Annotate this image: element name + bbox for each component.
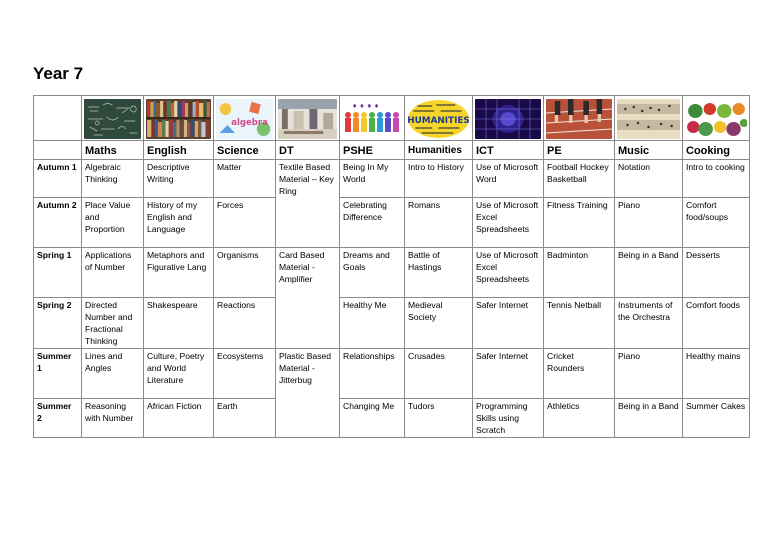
ict-cell: Programming Skills using Scratch (473, 399, 544, 438)
pe-cell: Tennis Netball (544, 298, 615, 349)
header-cooking: Cooking (683, 141, 750, 160)
pshe-cell: Dreams and Goals (340, 248, 405, 298)
term-label: Autumn 1 (34, 160, 82, 198)
vegetables-image (685, 99, 747, 139)
music-cell: Piano (615, 198, 683, 248)
pshe-cell: Celebrating Difference (340, 198, 405, 248)
humanities-image-label: HUMANITIES (407, 116, 470, 126)
ict-cell: Use of Microsoft Excel Spreadsheets (473, 198, 544, 248)
ict-image-cell (473, 96, 544, 141)
table-row-summer-2 (34, 399, 750, 438)
cooking-cell: Intro to cooking (683, 160, 750, 198)
maths-cell: Applications of Number (82, 248, 144, 298)
pshe-cell: Relationships (340, 349, 405, 399)
running-track-image (546, 99, 612, 139)
term-label: Spring 2 (34, 298, 82, 349)
english-cell: African Fiction (144, 399, 214, 438)
maths-cell: Directed Number and Fractional Thinking (82, 298, 144, 349)
pe-cell: Football Hockey Basketball (544, 160, 615, 198)
cooking-cell: Summer Cakes (683, 399, 750, 438)
bookshelf-image (146, 99, 211, 139)
ict-cell: Safer Internet (473, 298, 544, 349)
science-image-label: algebra (231, 117, 268, 129)
header-dt: DT (276, 141, 340, 160)
header-maths: Maths (82, 141, 144, 160)
workshop-image (278, 99, 337, 139)
science-cell: Ecosystems (214, 349, 276, 399)
humanities-cell: Tudors (405, 399, 473, 438)
subject-header-row (34, 141, 750, 160)
pshe-cell: Healthy Me (340, 298, 405, 349)
science-cell: Matter (214, 160, 276, 198)
header-music: Music (615, 141, 683, 160)
digital-image (475, 99, 541, 139)
dt-image-cell (276, 96, 340, 141)
dt-cell: Textile Based Material – Key Ring (276, 160, 340, 248)
term-label: Summer 2 (34, 399, 82, 438)
header-science: Science (214, 141, 276, 160)
ict-cell: Safer Internet (473, 349, 544, 399)
dt-cell: Card Based Material - Amplifier (276, 248, 340, 349)
pe-cell: Fitness Training (544, 198, 615, 248)
cooking-cell: Healthy mains (683, 349, 750, 399)
dt-cell: Plastic Based Material - Jitterbug (276, 349, 340, 438)
page-title: Year 7 (33, 64, 84, 83)
english-cell: Shakespeare (144, 298, 214, 349)
music-cell: Piano (615, 349, 683, 399)
term-label: Autumn 2 (34, 198, 82, 248)
english-cell: Metaphors and Figurative Lang (144, 248, 214, 298)
pshe-image-cell (340, 96, 405, 141)
sheet-music-image (617, 99, 680, 139)
ict-cell: Use of Microsoft Word (473, 160, 544, 198)
header-humanities: Humanities (405, 141, 473, 160)
cooking-image-cell (683, 96, 750, 141)
maths-cell: Algebraic Thinking (82, 160, 144, 198)
music-image-cell (615, 96, 683, 141)
header-english: English (144, 141, 214, 160)
music-cell: Being in a Band (615, 399, 683, 438)
ict-cell: Use of Microsoft Excel Spreadsheets (473, 248, 544, 298)
science-cell: Forces (214, 198, 276, 248)
pe-cell: Athletics (544, 399, 615, 438)
table-row-autumn-1 (34, 160, 750, 198)
table-row-autumn-2 (34, 198, 750, 248)
pshe-cell: Changing Me (340, 399, 405, 438)
svg-text:♦ ♦ ♦ ♦: ♦ ♦ ♦ ♦ (352, 103, 380, 110)
cooking-cell: Comfort food/soups (683, 198, 750, 248)
music-cell: Notation (615, 160, 683, 198)
pe-image-cell (544, 96, 615, 141)
pe-cell: Cricket Rounders (544, 349, 615, 399)
humanities-cell: Intro to History (405, 160, 473, 198)
music-cell: Being in a Band (615, 248, 683, 298)
cooking-cell: Comfort foods (683, 298, 750, 349)
humanities-cell: Medieval Society (405, 298, 473, 349)
humanities-image (407, 99, 470, 139)
english-image-cell (144, 96, 214, 141)
maths-cell: Reasoning with Number (82, 399, 144, 438)
science-image-cell (214, 96, 276, 141)
english-cell: Culture, Poetry and World Literature (144, 349, 214, 399)
music-cell: Instruments of the Orchestra (615, 298, 683, 349)
image-row (34, 96, 750, 141)
humanities-cell: Romans (405, 198, 473, 248)
english-cell: Descriptive Writing (144, 160, 214, 198)
corner-cell (34, 96, 82, 141)
term-label: Spring 1 (34, 248, 82, 298)
chalkboard-image (84, 99, 141, 139)
science-cell: Organisms (214, 248, 276, 298)
pe-cell: Badminton (544, 248, 615, 298)
header-pe: PE (544, 141, 615, 160)
header-pshe: PSHE (340, 141, 405, 160)
algebra-image (216, 99, 273, 139)
people-image (342, 99, 402, 139)
english-cell: History of my English and Language (144, 198, 214, 248)
table-row-spring-2 (34, 298, 750, 349)
maths-cell: Place Value and Proportion (82, 198, 144, 248)
curriculum-table (33, 95, 750, 438)
maths-image-cell (82, 96, 144, 141)
term-label: Summer 1 (34, 349, 82, 399)
table-row-spring-1 (34, 248, 750, 298)
humanities-cell: Crusades (405, 349, 473, 399)
table-row-summer-1 (34, 349, 750, 399)
header-ict: ICT (473, 141, 544, 160)
maths-cell: Lines and Angles (82, 349, 144, 399)
humanities-cell: Battle of Hastings (405, 248, 473, 298)
cooking-cell: Desserts (683, 248, 750, 298)
science-cell: Earth (214, 399, 276, 438)
science-cell: Reactions (214, 298, 276, 349)
humanities-image-cell (405, 96, 473, 141)
header-corner (34, 141, 82, 160)
pshe-cell: Being In My World (340, 160, 405, 198)
